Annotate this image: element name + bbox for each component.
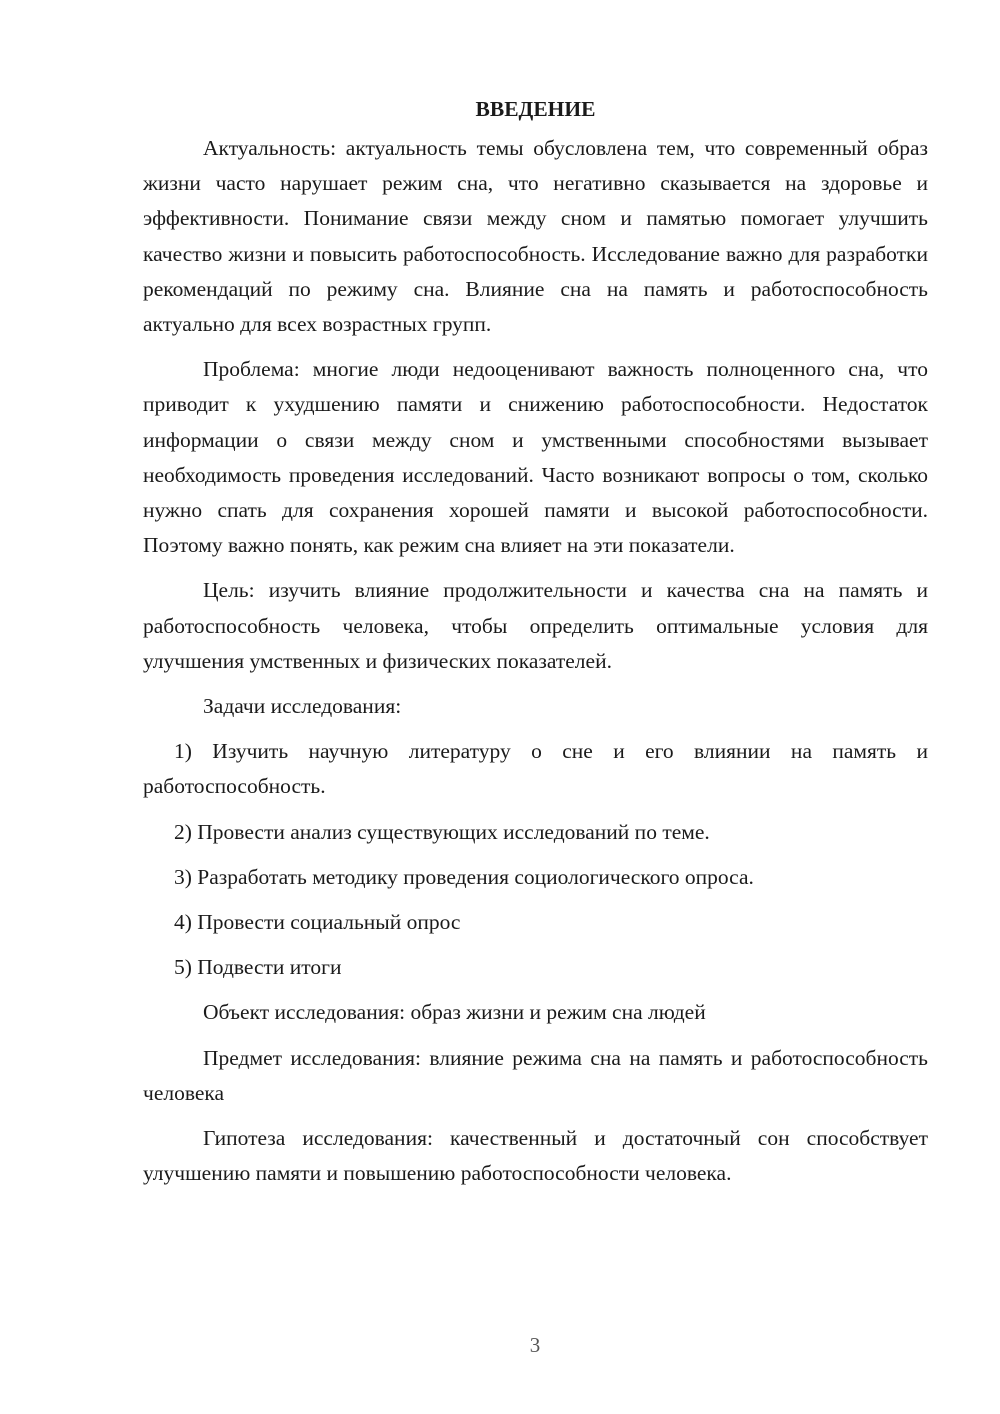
hypothesis-paragraph: Гипотеза исследования: качественный и достаточный сон способствует улучшению памяти и повышению работоспособности человека. [143,1126,928,1186]
task-item-2: 2) Провести анализ существующих исследований по теме. [174,819,710,844]
page-number: 3 [529,1333,541,1357]
object-paragraph: Объект исследования: образ жизни и режим сна людей [203,1000,706,1025]
task-item-5: 5) Подвести итоги [174,955,342,980]
document-page [143,92,928,1201]
problem-paragraph: Проблема: многие люди недооценивают важность полноценного сна, что приводит к ухудшению памяти и снижению работоспособности. Недостаток информации о связи между сном и умственными способностями вызывает необходимость проведения исследований. Часто возникают вопросы о том, сколько нужно спать для сохранения хорошей памяти и высокой работоспособности. Поэтому важно понять, как режим сна влияет на эти показатели. [143,357,928,558]
relevance-paragraph: Актуальность: актуальность темы обусловлена тем, что современный образ жизни часто нарушает режим сна, что негативно сказывается на здоровье и эффективности. Понимание связи между сном и памятью помогает улучшить качество жизни и повысить работоспособность. Исследование важно для разработки рекомендаций по режиму сна. Влияние сна на память и работоспособность актуально для всех возрастных групп. [143,136,928,337]
subject-paragraph: Предмет исследования: влияние режима сна на память и работоспособность человека [143,1045,928,1105]
task-item-1: 1) Изучить научную литературу о сне и его влиянии на память и работоспособность. [143,739,928,799]
tasks-heading: Задачи исследования: [203,694,402,719]
task-item-3: 3) Разработать методику проведения социологического опроса. [174,864,754,889]
goal-paragraph: Цель: изучить влияние продолжительности и качества сна на память и работоспособность человека, чтобы определить оптимальные условия для улучшения умственных и физических показателей. [143,578,928,673]
section-heading: ВВЕДЕНИЕ [475,97,596,121]
task-item-4: 4) Провести социальный опрос [174,910,461,935]
